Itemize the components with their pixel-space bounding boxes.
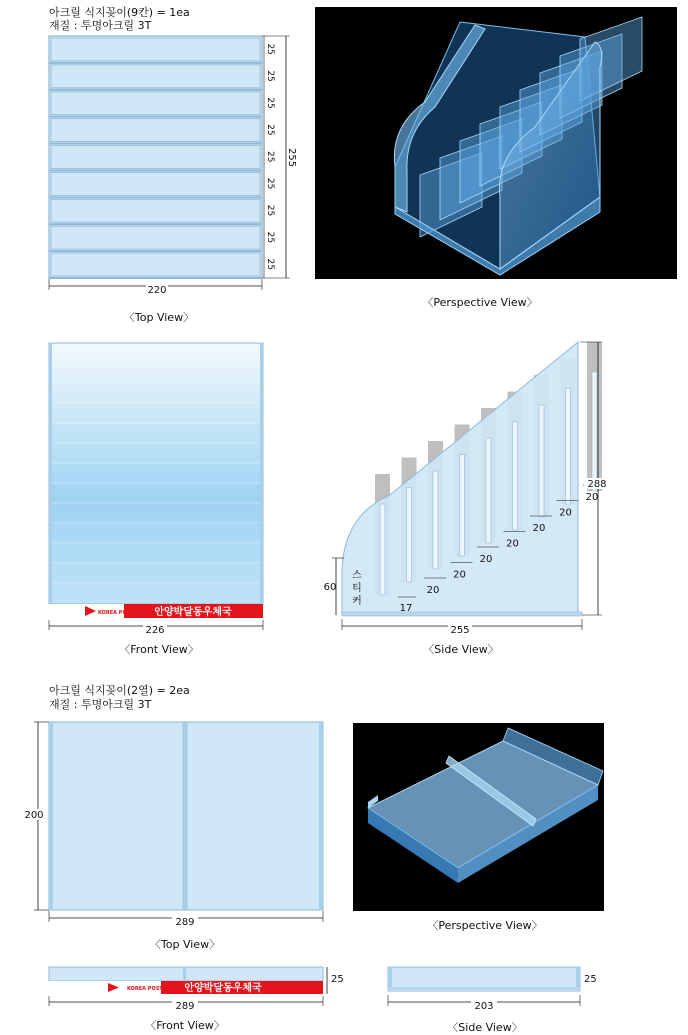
s2-front-width-label: 289	[175, 1001, 195, 1012]
s1-front-panel	[49, 343, 263, 604]
section1-title: 아크릴 식지꽂이(9칸) = 1ea	[49, 6, 190, 19]
s1-top-slot	[51, 65, 260, 88]
section2-material: 재질 : 투명아크릴 3T	[49, 698, 152, 711]
s1-top-slot	[51, 172, 260, 195]
s1-side-step-label: 20	[506, 538, 519, 550]
s1-top-slot-label: 25	[265, 258, 275, 271]
s1-side-step-label: 20	[559, 507, 572, 519]
s1-perspective-caption: 〈Perspective View〉	[422, 296, 538, 309]
s2-front-caption: 〈Front View〉	[145, 1019, 225, 1032]
s1-top-slot	[51, 146, 260, 169]
s1-top-slots	[49, 38, 262, 278]
s1-top-view	[40, 32, 305, 297]
s1-side-sticker-char: 티	[352, 583, 362, 594]
s1-top-slot-label: 25	[265, 124, 275, 136]
s1-top-slot-dims	[264, 36, 275, 278]
s1-top-slot	[51, 199, 260, 222]
s2-top-width-label: 289	[175, 917, 195, 928]
s1-side-front-height-label: 60	[323, 582, 337, 593]
s1-side-sticker-char: 커	[352, 596, 362, 607]
s1-side-step-label: 20	[532, 523, 546, 534]
s1-top-slot-label: 25	[265, 177, 275, 190]
s2-front-logo-text: KOREA POST	[127, 986, 163, 992]
s1-top-slot	[51, 92, 260, 115]
s2-top-view	[20, 716, 330, 936]
section1-material: 재질 : 투명아크릴 3T	[49, 19, 152, 32]
s2-front-office-name: 안양박달동우체국	[184, 983, 262, 994]
s1-top-slot-label: 25	[265, 204, 275, 217]
s2-perspective-caption: 〈Perspective View〉	[427, 919, 543, 932]
s1-side-slot	[486, 438, 491, 543]
s1-front-caption: 〈Front View〉	[119, 643, 199, 656]
s2-top-edge	[49, 722, 53, 910]
s1-side-slot	[513, 422, 518, 531]
s1-top-slot	[51, 38, 260, 61]
s1-side-slot	[592, 372, 597, 491]
s1-top-slot-label: 25	[265, 151, 275, 163]
s1-front-office-name: 안양박달동우체국	[154, 607, 232, 618]
s1-side-slot	[566, 389, 571, 505]
s1-front-view	[40, 338, 280, 638]
s1-front-width-label: 226	[145, 625, 165, 636]
s1-side-height-label: 288	[587, 479, 607, 490]
s2-top-edge	[319, 722, 323, 910]
s2-side-caption: 〈Side View〉	[447, 1021, 523, 1034]
s1-side-step-label: 20	[426, 585, 440, 596]
s1-side-slot	[407, 488, 412, 583]
s1-front-edge	[49, 343, 52, 604]
s1-top-caption: 〈Top View〉	[123, 311, 195, 324]
s2-side-view	[380, 962, 620, 1017]
s1-side-caption: 〈Side View〉	[423, 643, 499, 656]
s1-side-slot	[433, 471, 438, 569]
s2-top-caption: 〈Top View〉	[149, 938, 221, 951]
s1-front-edge	[260, 343, 263, 604]
s2-front-divider	[183, 967, 186, 981]
s1-front-logo-text: KOREA POST	[98, 610, 134, 616]
s2-perspective-image	[353, 723, 604, 911]
s1-side-slot	[539, 405, 544, 517]
s1-side-step-label: 20	[585, 492, 599, 503]
s1-side-base	[342, 612, 582, 616]
s2-front-view	[40, 962, 344, 1017]
s1-side-step-label: 20	[479, 554, 493, 565]
section2-title: 아크릴 식지꽂이(2열) = 2ea	[49, 684, 190, 697]
s1-side-width-label: 255	[450, 625, 470, 636]
s1-side-slot	[380, 504, 385, 595]
s2-front-height-label: 25	[331, 974, 344, 985]
s2-side-height-label: 25	[584, 974, 597, 985]
s1-side-sticker-char: 스	[352, 570, 362, 581]
s1-perspective-image	[315, 7, 677, 279]
s1-side-first-step-label: 17	[399, 603, 413, 614]
s2-side-base	[388, 987, 580, 991]
s1-top-width-label: 220	[147, 285, 167, 296]
s1-side-slot	[460, 455, 465, 557]
s2-top-divider	[183, 722, 187, 910]
s1-top-slot-label: 25	[265, 43, 275, 55]
s1-top-slot-label: 25	[265, 231, 275, 244]
s1-top-slot-label: 25	[265, 70, 275, 82]
s1-top-slot	[51, 119, 260, 142]
s1-side-view	[318, 336, 618, 636]
s1-top-slot-label: 25	[265, 97, 275, 109]
s1-side-step-label: 20	[453, 569, 466, 581]
s2-top-height-label: 200	[24, 810, 44, 821]
s1-top-height-label: 255	[286, 148, 297, 168]
s2-side-width-label: 203	[474, 1001, 494, 1012]
s1-top-slot	[51, 226, 260, 249]
s1-top-slot	[51, 253, 260, 276]
